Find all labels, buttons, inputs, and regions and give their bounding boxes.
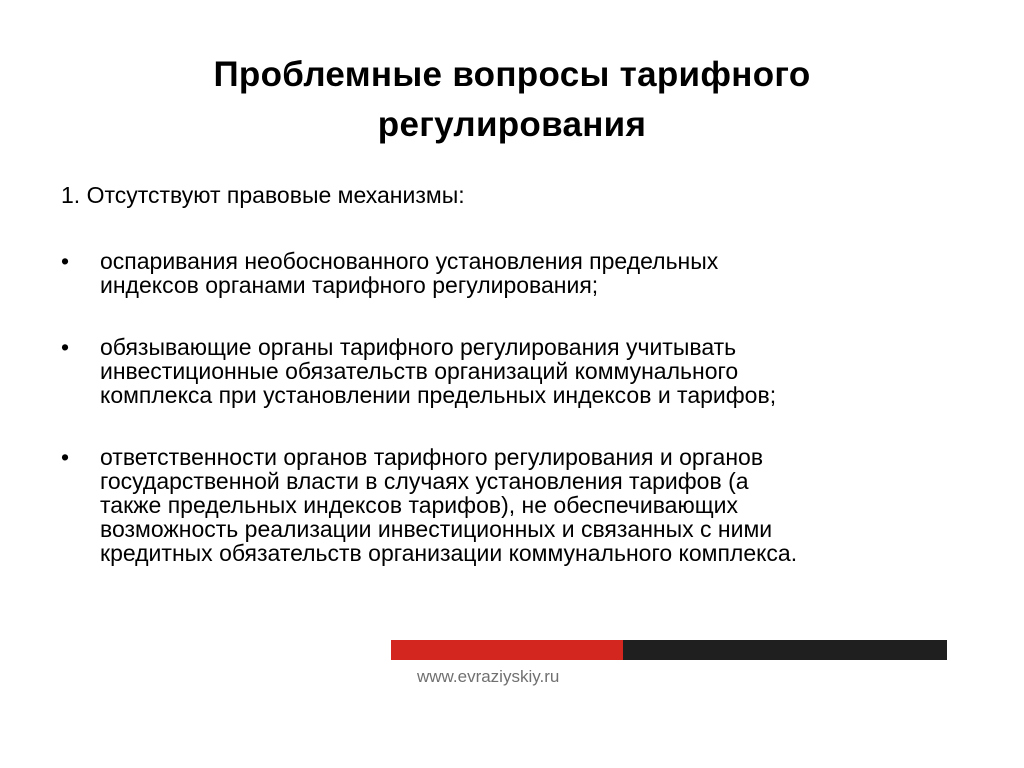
- footer-red-bar: [391, 640, 623, 660]
- bullet-text: [100, 249, 981, 297]
- bullet-line: государственной власти в случаях установления тарифов (а: [100, 468, 749, 494]
- bullet-icon: •: [61, 334, 70, 360]
- slide-title-line-1: Проблемные вопросы тарифного: [213, 55, 811, 94]
- bullet-list: [61, 249, 981, 603]
- list-item: [61, 445, 981, 565]
- bullet-line: обязывающие органы тарифного регулирования учитывать: [100, 334, 737, 360]
- bullet-line: возможность реализации инвестиционных и связанных с ними: [100, 516, 773, 542]
- bullet-line: также предельных индексов тарифов), не обеспечивающих: [100, 492, 738, 518]
- bullet-text: [100, 335, 981, 407]
- bullet-line: ответственности органов тарифного регулирования и органов: [100, 444, 764, 470]
- bullet-line: кредитных обязательств организации коммунального комплекса.: [100, 540, 798, 566]
- list-item: [61, 335, 981, 407]
- bullet-icon: •: [61, 444, 70, 470]
- list-item: [61, 249, 981, 297]
- bullet-text: [100, 445, 981, 565]
- website-url: www.evraziyskiy.ru: [417, 667, 560, 686]
- bullet-line: индексов органами тарифного регулирования;: [100, 272, 599, 298]
- slide-title-line-2: регулирования: [377, 105, 647, 144]
- slide-title: [0, 50, 1024, 150]
- intro-text: 1. Отсутствуют правовые механизмы:: [61, 182, 465, 208]
- bullet-icon: •: [61, 248, 70, 274]
- footer-black-bar: [623, 640, 947, 660]
- bullet-line: оспаривания необоснованного установления предельных: [100, 248, 719, 274]
- bullet-line: инвестиционные обязательств организаций коммунального: [100, 358, 739, 384]
- bullet-line: комплекса при установлении предельных индексов и тарифов;: [100, 382, 777, 408]
